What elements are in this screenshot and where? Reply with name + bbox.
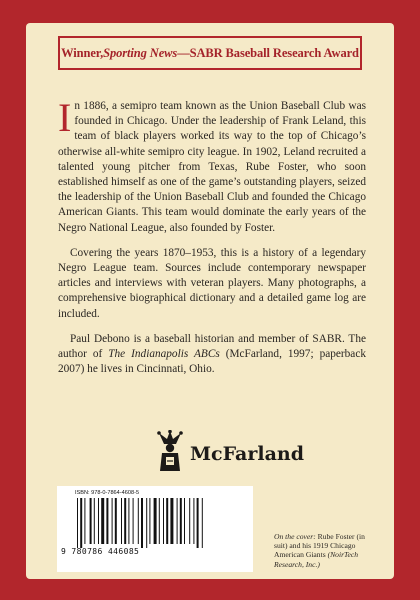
award-prefix: Winner,: [61, 45, 104, 60]
drop-cap: I: [58, 95, 72, 140]
blurb-paragraph-1: [58, 95, 366, 236]
blurb-paragraph-1-text: n 1886, a semipro team known as the Union Baseball Club was founded in Chicago. Under the leadership of Frank Leland, this team of black players worked its way to the top of Chicago’s otherwise all-white semipro city league. In 1902, Leland recruited a talented young pitcher from Texas, Rube Foster, who soon established himself as one of the game’s outstanding players, seized the leadership of the Union Baseball Club and founded the Chicago American Giants. This team would dominate the early years of the Negro National League, also founded by Foster.: [58, 100, 366, 234]
author-bio-text-b: (McFarland, 1997; paperback 2007) he lives in Cincinnati, Ohio.: [58, 348, 366, 376]
credit-label: On the cover:: [274, 532, 316, 541]
blurb-paragraph-2: Covering the years 1870–1953, this is a history of a legendary Negro League team. Sources include contemporary newspaper articles and interviews with veteran players. Many photographs, a comprehensive biographical dictionary and a detailed game log are included.: [58, 246, 366, 320]
isbn-label: ISBN: 978-0-7864-4608-5: [75, 490, 140, 496]
publisher-logo: [155, 430, 304, 472]
author-book-title: The Indianapolis ABCs: [108, 348, 220, 361]
award-publication: Sporting News: [103, 45, 178, 60]
cover-credit: [274, 532, 374, 569]
award-banner: [58, 36, 362, 70]
barcode-bars: [77, 498, 237, 548]
author-bio-text-a: Paul Debono is a baseball historian and member of SABR. The author of: [58, 332, 366, 361]
credit-source: (NoirTech Research, Inc.): [274, 550, 359, 569]
jester-icon: [155, 430, 185, 472]
blurb: [58, 95, 366, 387]
award-suffix: —SABR Baseball Research Award: [177, 45, 359, 60]
author-bio: [58, 332, 366, 378]
credit-text: Rube Foster (in suit) and his 1919 Chicago American Giants: [274, 532, 365, 560]
barcode: [57, 486, 253, 572]
publisher-name: McFarland: [190, 443, 304, 465]
barcode-digits: 9 780786 446085: [61, 547, 140, 556]
